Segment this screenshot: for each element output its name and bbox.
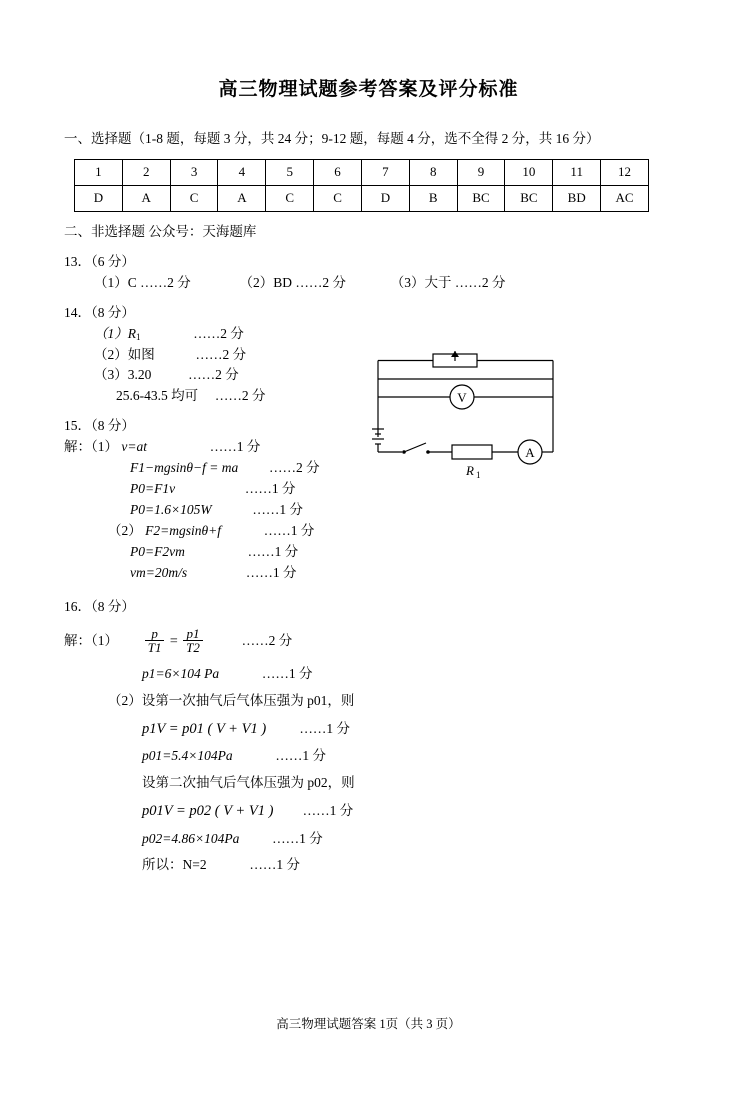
q15-lead: 解：（1） (64, 439, 118, 455)
q16-eq8: 所以：N=2 (142, 857, 207, 873)
section1-heading: 一、选择题（1-8 题，每题 3 分，共 24 分；9-12 题，每题 4 分，选不全得 2 分，共 16 分） (64, 131, 600, 146)
q15-line-5 (64, 521, 673, 542)
q15-score2: ……2 分 (268, 460, 320, 476)
table-cell: 5 (266, 159, 314, 185)
q15-score6: ……1 分 (247, 543, 299, 559)
q14-item1-sub: 1 (136, 331, 141, 342)
table-cell: 2 (122, 159, 170, 185)
table-cell: BC (457, 185, 505, 211)
q14-item-1 (64, 324, 673, 345)
q15-eq2: F1−mgsinθ−f = ma (130, 460, 239, 476)
section2-heading: 二、非选择题 公众号：天海题库 (64, 223, 257, 239)
q16-score6: ……1 分 (302, 803, 354, 819)
table-cell: D (75, 185, 123, 211)
table-cell: BC (505, 185, 553, 211)
q16-line-8 (64, 829, 673, 850)
resistor-icon (452, 445, 492, 459)
ammeter-label: A (525, 445, 535, 460)
question-15-head: 15．（8 分） (64, 418, 135, 434)
q15-eq3: P0=F1v (130, 481, 176, 497)
q15-eq6: P0=F2vm (130, 543, 185, 559)
q15-eq1: v=at (121, 439, 147, 455)
table-row-answers (75, 185, 649, 211)
q15-line-6 (64, 542, 673, 563)
q14-item2-label: （2）如图 (94, 346, 155, 362)
q14-item3-score: ……2 分 (188, 367, 239, 383)
table-cell: AC (601, 185, 649, 211)
question-14-head: 14．（8 分） (64, 304, 135, 320)
table-cell: 9 (457, 159, 505, 185)
q14-item1-score: ……2 分 (193, 325, 244, 341)
table-cell: 1 (75, 159, 123, 185)
q15-score7: ……1 分 (245, 564, 297, 580)
q15-eq7: vm=20m/s (130, 564, 188, 580)
q15-eq4: P0=1.6×105W (130, 502, 212, 517)
q16-score7: ……1 分 (272, 830, 323, 846)
table-cell: 11 (553, 159, 601, 185)
q16-frac1-den: T1 (145, 640, 165, 655)
q16-eq7: p02=4.86×104Pa (142, 830, 240, 846)
q16-eq6: p01V = p02 ( V + V1 ) (142, 803, 274, 820)
q14-item1-label: （1）R (94, 325, 136, 341)
switch-icon (404, 443, 426, 452)
q15-score5: ……1 分 (263, 522, 315, 538)
q16-line-7 (64, 800, 673, 822)
table-cell: 12 (601, 159, 649, 185)
table-cell: BD (553, 185, 601, 211)
q13-part2: （2）BD ……2 分 (239, 274, 347, 290)
table-cell: A (218, 185, 266, 211)
q16-score8: ……1 分 (249, 857, 300, 873)
document-page (0, 74, 737, 1095)
q16-line-4 (64, 718, 673, 740)
resistor-label-sub: 1 (476, 470, 481, 480)
q16-fraction-left (145, 627, 165, 655)
q16-lead: 解：（1） (64, 632, 118, 648)
q16-eq4: p01=5.4×104Pa (142, 748, 233, 764)
q16-eq2: p1=6×104 Pa (142, 665, 220, 681)
q16-score3: ……1 分 (299, 720, 351, 736)
q14-item4-score: ……2 分 (214, 388, 266, 404)
q13-part3: （3）大于 ……2 分 (390, 274, 506, 290)
page-title: 高三物理试题参考答案及评分标准 (218, 79, 519, 100)
q16-score4: ……1 分 (275, 748, 326, 764)
q16-fraction-right (183, 627, 203, 655)
q16-line-3: （2）设第一次抽气后气体压强为 p01，则 (108, 692, 355, 708)
table-cell: 7 (361, 159, 409, 185)
q16-eq3: p1V = p01 ( V + V1 ) (142, 720, 267, 737)
table-cell: D (361, 185, 409, 211)
table-cell: 10 (505, 159, 553, 185)
question-13-head: 13．（6 分） (64, 253, 135, 269)
q15-eq5: F2=mgsinθ+f (145, 522, 221, 538)
answer-table (74, 159, 649, 212)
table-cell: 3 (170, 159, 218, 185)
voltmeter-label: V (457, 390, 467, 405)
circuit-diagram (358, 349, 573, 480)
q15-line-4 (64, 500, 673, 521)
q16-frac1-num: p (151, 625, 158, 641)
q16-score1: ……2 分 (241, 632, 293, 648)
table-cell: B (409, 185, 457, 211)
page-footer: 高三物理试题答案 1页（共 3 页） (276, 1017, 461, 1031)
q13-part1: （1）C ……2 分 (94, 274, 191, 290)
q15-score3: ……1 分 (244, 481, 296, 497)
resistor-label: R (466, 463, 474, 478)
q15-score1: ……1 分 (209, 439, 261, 455)
question-16-head: 16．（8 分） (64, 598, 135, 614)
q16-line-9 (64, 855, 673, 876)
q16-frac2-den: T2 (183, 640, 203, 655)
circuit-svg (358, 349, 573, 480)
q16-line-6: 设第二次抽气后气体压强为 p02，则 (142, 775, 355, 791)
q16-line-1: 解：（1） $\frac{p}{T1}$ = $\frac{p1}{T2}$ ……2 分 (64, 625, 293, 656)
q15-line-3 (64, 479, 673, 500)
q16-frac2-num: p1 (186, 625, 200, 641)
q14-item4-label: 25.6-43.5 均可 (116, 388, 199, 404)
table-cell: C (170, 185, 218, 211)
table-row-numbers (75, 159, 649, 185)
q15-score4: ……1 分 (252, 502, 303, 517)
q14-item2-score: ……2 分 (195, 346, 247, 362)
table-cell: 6 (314, 159, 362, 185)
table-cell: C (314, 185, 362, 211)
question-13-answers (64, 273, 673, 294)
q15-part2-lead: （2） (108, 522, 142, 538)
q14-item3-label: （3）3.20 (94, 367, 152, 383)
table-cell: C (266, 185, 314, 211)
q15-line-7 (64, 563, 673, 584)
table-cell: 8 (409, 159, 457, 185)
q16-score2: ……1 分 (261, 665, 313, 681)
q16-line-5 (64, 746, 673, 767)
table-cell: A (122, 185, 170, 211)
q16-line-2 (64, 664, 673, 685)
table-cell: 4 (218, 159, 266, 185)
